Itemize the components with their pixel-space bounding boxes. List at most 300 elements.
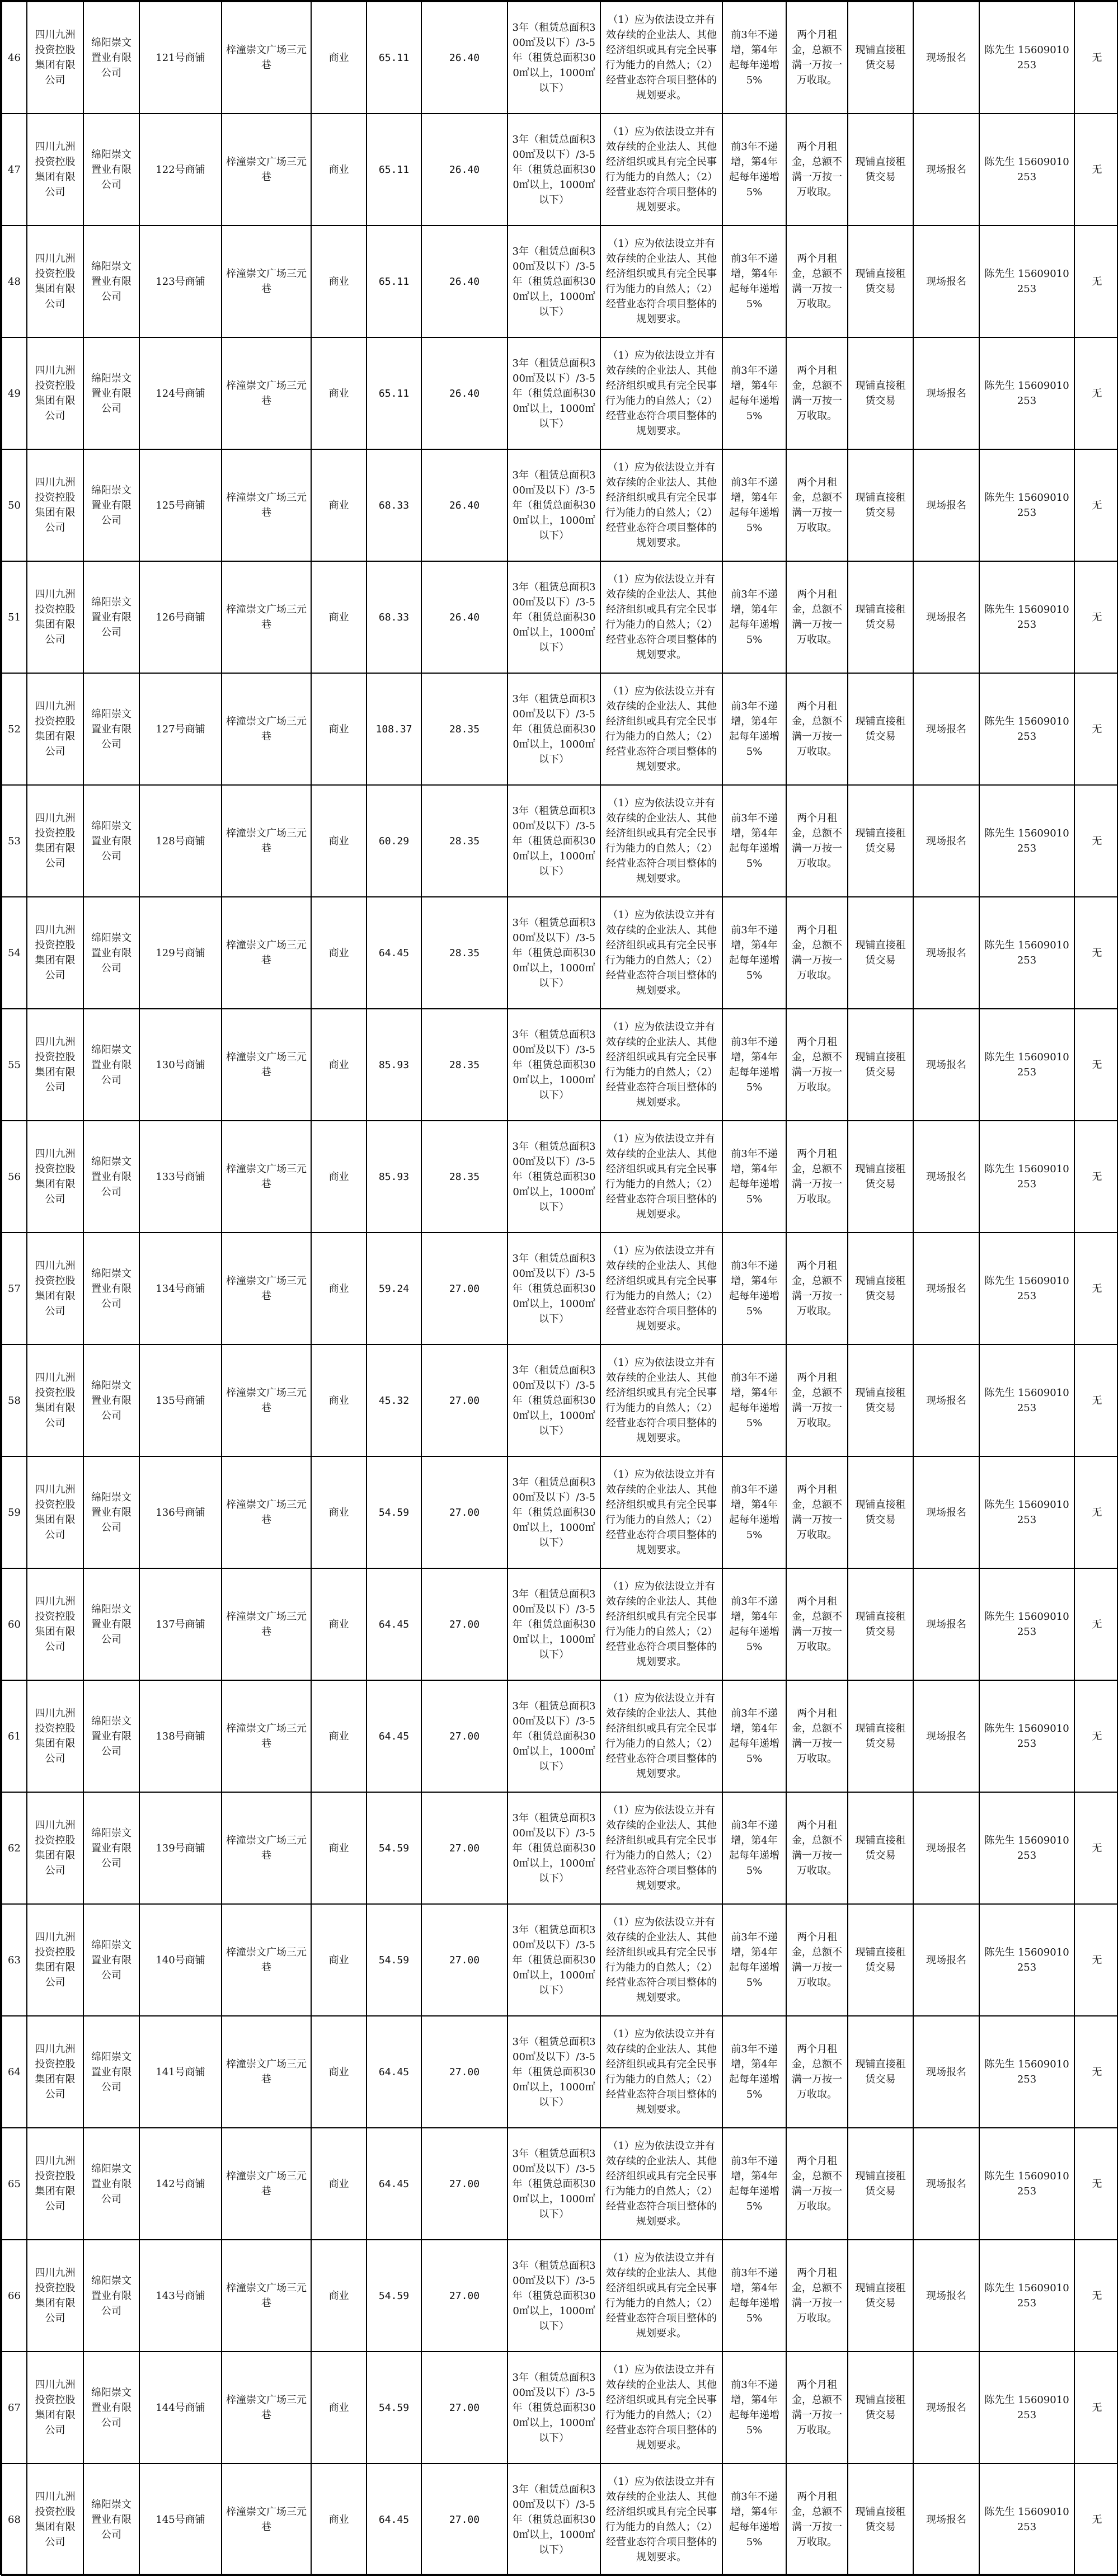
- rent-price: 27.00: [421, 1904, 508, 2016]
- table-row: [2, 2464, 1118, 2575]
- rent-increment: 前3年不递增，第4年起每年递增5%: [722, 561, 786, 673]
- floor-area: 68.33: [367, 449, 421, 561]
- contact-info: 陈先生 15609010253: [979, 2016, 1074, 2128]
- transaction-method: 现铺直接租赁交易: [848, 449, 913, 561]
- remark: 无: [1074, 2352, 1118, 2464]
- row-number: 56: [2, 1121, 27, 1233]
- lessor-company: 绵阳崇文置业有限公司: [83, 897, 139, 1009]
- lease-term: 3年（租赁总面积300㎡及以下）/3-5年（租赁总面积300㎡以上，1000㎡以下）: [508, 1233, 600, 1345]
- shop-location: 梓潼崇文广场三元巷: [222, 2464, 311, 2575]
- transaction-method: 现铺直接租赁交易: [848, 561, 913, 673]
- usage-type: 商业: [311, 1456, 367, 1568]
- tenant-requirement: （1）应为依法设立并有效存续的企业法人、其他经济组织或具有完全民事行为能力的自然人；（2）经营业态符合项目整体的规划要求。: [600, 1680, 722, 1792]
- owner-company: 四川九洲投资控股集团有限公司: [27, 1233, 83, 1345]
- rent-increment: 前3年不递增，第4年起每年递增5%: [722, 1121, 786, 1233]
- rent-increment: 前3年不递增，第4年起每年递增5%: [722, 1233, 786, 1345]
- transaction-method: 现铺直接租赁交易: [848, 114, 913, 225]
- transaction-method: 现铺直接租赁交易: [848, 673, 913, 785]
- rent-price: 26.40: [421, 114, 508, 225]
- shop-unit: 141号商铺: [139, 2016, 222, 2128]
- row-number: 62: [2, 1792, 27, 1904]
- rent-increment: 前3年不递增，第4年起每年递增5%: [722, 2, 786, 114]
- rent-increment: 前3年不递增，第4年起每年递增5%: [722, 1568, 786, 1680]
- owner-company: 四川九洲投资控股集团有限公司: [27, 2, 83, 114]
- registration-method: 现场报名: [913, 1345, 979, 1456]
- deposit-terms: 两个月租金，总额不满一万按一万收取。: [786, 114, 848, 225]
- rent-price: 27.00: [421, 2016, 508, 2128]
- usage-type: 商业: [311, 785, 367, 897]
- shop-location: 梓潼崇文广场三元巷: [222, 2352, 311, 2464]
- table-row: [2, 2352, 1118, 2464]
- registration-method: 现场报名: [913, 2240, 979, 2352]
- lease-term: 3年（租赁总面积300㎡及以下）/3-5年（租赁总面积300㎡以上，1000㎡以下）: [508, 1680, 600, 1792]
- contact-info: 陈先生 15609010253: [979, 2240, 1074, 2352]
- owner-company: 四川九洲投资控股集团有限公司: [27, 2464, 83, 2575]
- deposit-terms: 两个月租金，总额不满一万按一万收取。: [786, 1568, 848, 1680]
- owner-company: 四川九洲投资控股集团有限公司: [27, 1456, 83, 1568]
- deposit-terms: 两个月租金，总额不满一万按一万收取。: [786, 1233, 848, 1345]
- lease-term: 3年（租赁总面积300㎡及以下）/3-5年（租赁总面积300㎡以上，1000㎡以下）: [508, 1568, 600, 1680]
- lease-term: 3年（租赁总面积300㎡及以下）/3-5年（租赁总面积300㎡以上，1000㎡以下）: [508, 1792, 600, 1904]
- tenant-requirement: （1）应为依法设立并有效存续的企业法人、其他经济组织或具有完全民事行为能力的自然人；（2）经营业态符合项目整体的规划要求。: [600, 561, 722, 673]
- table-row: [2, 561, 1118, 673]
- row-number: 63: [2, 1904, 27, 2016]
- deposit-terms: 两个月租金，总额不满一万按一万收取。: [786, 2240, 848, 2352]
- contact-info: 陈先生 15609010253: [979, 1456, 1074, 1568]
- usage-type: 商业: [311, 337, 367, 449]
- transaction-method: 现铺直接租赁交易: [848, 2128, 913, 2240]
- registration-method: 现场报名: [913, 673, 979, 785]
- rent-increment: 前3年不递增，第4年起每年递增5%: [722, 2352, 786, 2464]
- transaction-method: 现铺直接租赁交易: [848, 1904, 913, 2016]
- usage-type: 商业: [311, 897, 367, 1009]
- row-number: 50: [2, 449, 27, 561]
- owner-company: 四川九洲投资控股集团有限公司: [27, 897, 83, 1009]
- registration-method: 现场报名: [913, 1792, 979, 1904]
- transaction-method: 现铺直接租赁交易: [848, 1456, 913, 1568]
- remark: 无: [1074, 1568, 1118, 1680]
- row-number: 49: [2, 337, 27, 449]
- shop-unit: 139号商铺: [139, 1792, 222, 1904]
- lessor-company: 绵阳崇文置业有限公司: [83, 1009, 139, 1121]
- tenant-requirement: （1）应为依法设立并有效存续的企业法人、其他经济组织或具有完全民事行为能力的自然人；（2）经营业态符合项目整体的规划要求。: [600, 785, 722, 897]
- transaction-method: 现铺直接租赁交易: [848, 2464, 913, 2575]
- shop-unit: 124号商铺: [139, 337, 222, 449]
- row-number: 53: [2, 785, 27, 897]
- lease-term: 3年（租赁总面积300㎡及以下）/3-5年（租赁总面积300㎡以上，1000㎡以下）: [508, 673, 600, 785]
- tenant-requirement: （1）应为依法设立并有效存续的企业法人、其他经济组织或具有完全民事行为能力的自然人；（2）经营业态符合项目整体的规划要求。: [600, 1345, 722, 1456]
- transaction-method: 现铺直接租赁交易: [848, 1345, 913, 1456]
- registration-method: 现场报名: [913, 114, 979, 225]
- rent-price: 28.35: [421, 785, 508, 897]
- usage-type: 商业: [311, 1568, 367, 1680]
- transaction-method: 现铺直接租赁交易: [848, 1680, 913, 1792]
- shop-location: 梓潼崇文广场三元巷: [222, 2128, 311, 2240]
- owner-company: 四川九洲投资控股集团有限公司: [27, 673, 83, 785]
- registration-method: 现场报名: [913, 337, 979, 449]
- lease-term: 3年（租赁总面积300㎡及以下）/3-5年（租赁总面积300㎡以上，1000㎡以下）: [508, 225, 600, 337]
- deposit-terms: 两个月租金，总额不满一万按一万收取。: [786, 1009, 848, 1121]
- transaction-method: 现铺直接租赁交易: [848, 2, 913, 114]
- floor-area: 45.32: [367, 1345, 421, 1456]
- deposit-terms: 两个月租金，总额不满一万按一万收取。: [786, 673, 848, 785]
- tenant-requirement: （1）应为依法设立并有效存续的企业法人、其他经济组织或具有完全民事行为能力的自然人；（2）经营业态符合项目整体的规划要求。: [600, 114, 722, 225]
- usage-type: 商业: [311, 1009, 367, 1121]
- contact-info: 陈先生 15609010253: [979, 1121, 1074, 1233]
- shop-unit: 129号商铺: [139, 897, 222, 1009]
- lessor-company: 绵阳崇文置业有限公司: [83, 2352, 139, 2464]
- usage-type: 商业: [311, 225, 367, 337]
- usage-type: 商业: [311, 2464, 367, 2575]
- lessor-company: 绵阳崇文置业有限公司: [83, 1121, 139, 1233]
- registration-method: 现场报名: [913, 1121, 979, 1233]
- lease-term: 3年（租赁总面积300㎡及以下）/3-5年（租赁总面积300㎡以上，1000㎡以下）: [508, 2464, 600, 2575]
- remark: 无: [1074, 114, 1118, 225]
- rent-increment: 前3年不递增，第4年起每年递增5%: [722, 1680, 786, 1792]
- contact-info: 陈先生 15609010253: [979, 337, 1074, 449]
- row-number: 65: [2, 2128, 27, 2240]
- usage-type: 商业: [311, 114, 367, 225]
- shop-location: 梓潼崇文广场三元巷: [222, 785, 311, 897]
- shop-unit: 143号商铺: [139, 2240, 222, 2352]
- shop-unit: 121号商铺: [139, 2, 222, 114]
- table-row: [2, 2240, 1118, 2352]
- rent-price: 28.35: [421, 897, 508, 1009]
- rent-increment: 前3年不递增，第4年起每年递增5%: [722, 449, 786, 561]
- shop-location: 梓潼崇文广场三元巷: [222, 673, 311, 785]
- registration-method: 现场报名: [913, 1568, 979, 1680]
- contact-info: 陈先生 15609010253: [979, 1345, 1074, 1456]
- shop-unit: 136号商铺: [139, 1456, 222, 1568]
- registration-method: 现场报名: [913, 2352, 979, 2464]
- transaction-method: 现铺直接租赁交易: [848, 897, 913, 1009]
- floor-area: 65.11: [367, 225, 421, 337]
- rent-price: 27.00: [421, 2352, 508, 2464]
- table-row: [2, 1904, 1118, 2016]
- contact-info: 陈先生 15609010253: [979, 225, 1074, 337]
- registration-method: 现场报名: [913, 449, 979, 561]
- rent-price: 26.40: [421, 225, 508, 337]
- rent-price: 27.00: [421, 2128, 508, 2240]
- rent-increment: 前3年不递增，第4年起每年递增5%: [722, 1009, 786, 1121]
- registration-method: 现场报名: [913, 897, 979, 1009]
- transaction-method: 现铺直接租赁交易: [848, 785, 913, 897]
- registration-method: 现场报名: [913, 2, 979, 114]
- registration-method: 现场报名: [913, 225, 979, 337]
- floor-area: 64.45: [367, 2128, 421, 2240]
- registration-method: 现场报名: [913, 561, 979, 673]
- deposit-terms: 两个月租金，总额不满一万按一万收取。: [786, 1345, 848, 1456]
- lease-term: 3年（租赁总面积300㎡及以下）/3-5年（租赁总面积300㎡以上，1000㎡以下）: [508, 114, 600, 225]
- row-number: 46: [2, 2, 27, 114]
- tenant-requirement: （1）应为依法设立并有效存续的企业法人、其他经济组织或具有完全民事行为能力的自然人；（2）经营业态符合项目整体的规划要求。: [600, 2240, 722, 2352]
- tenant-requirement: （1）应为依法设立并有效存续的企业法人、其他经济组织或具有完全民事行为能力的自然人；（2）经营业态符合项目整体的规划要求。: [600, 1568, 722, 1680]
- lessor-company: 绵阳崇文置业有限公司: [83, 1456, 139, 1568]
- row-number: 52: [2, 673, 27, 785]
- lessor-company: 绵阳崇文置业有限公司: [83, 2128, 139, 2240]
- floor-area: 59.24: [367, 1233, 421, 1345]
- transaction-method: 现铺直接租赁交易: [848, 1792, 913, 1904]
- registration-method: 现场报名: [913, 1233, 979, 1345]
- lessor-company: 绵阳崇文置业有限公司: [83, 673, 139, 785]
- rent-price: 27.00: [421, 2464, 508, 2575]
- deposit-terms: 两个月租金，总额不满一万按一万收取。: [786, 2016, 848, 2128]
- remark: 无: [1074, 337, 1118, 449]
- remark: 无: [1074, 1121, 1118, 1233]
- deposit-terms: 两个月租金，总额不满一万按一万收取。: [786, 1456, 848, 1568]
- lease-term: 3年（租赁总面积300㎡及以下）/3-5年（租赁总面积300㎡以上，1000㎡以下）: [508, 561, 600, 673]
- shop-unit: 130号商铺: [139, 1009, 222, 1121]
- tenant-requirement: （1）应为依法设立并有效存续的企业法人、其他经济组织或具有完全民事行为能力的自然人；（2）经营业态符合项目整体的规划要求。: [600, 1904, 722, 2016]
- rent-price: 27.00: [421, 1233, 508, 1345]
- usage-type: 商业: [311, 1792, 367, 1904]
- rent-increment: 前3年不递增，第4年起每年递增5%: [722, 673, 786, 785]
- contact-info: 陈先生 15609010253: [979, 2352, 1074, 2464]
- deposit-terms: 两个月租金，总额不满一万按一万收取。: [786, 1792, 848, 1904]
- floor-area: 54.59: [367, 2240, 421, 2352]
- owner-company: 四川九洲投资控股集团有限公司: [27, 2016, 83, 2128]
- owner-company: 四川九洲投资控股集团有限公司: [27, 1680, 83, 1792]
- lessor-company: 绵阳崇文置业有限公司: [83, 2016, 139, 2128]
- transaction-method: 现铺直接租赁交易: [848, 1121, 913, 1233]
- table-row: [2, 2128, 1118, 2240]
- row-number: 48: [2, 225, 27, 337]
- tenant-requirement: （1）应为依法设立并有效存续的企业法人、其他经济组织或具有完全民事行为能力的自然人；（2）经营业态符合项目整体的规划要求。: [600, 1456, 722, 1568]
- contact-info: 陈先生 15609010253: [979, 1233, 1074, 1345]
- table-row: [2, 897, 1118, 1009]
- shop-location: 梓潼崇文广场三元巷: [222, 561, 311, 673]
- contact-info: 陈先生 15609010253: [979, 561, 1074, 673]
- deposit-terms: 两个月租金，总额不满一万按一万收取。: [786, 1121, 848, 1233]
- remark: 无: [1074, 2240, 1118, 2352]
- registration-method: 现场报名: [913, 2128, 979, 2240]
- shop-location: 梓潼崇文广场三元巷: [222, 2240, 311, 2352]
- contact-info: 陈先生 15609010253: [979, 1792, 1074, 1904]
- tenant-requirement: （1）应为依法设立并有效存续的企业法人、其他经济组织或具有完全民事行为能力的自然人；（2）经营业态符合项目整体的规划要求。: [600, 1792, 722, 1904]
- shop-unit: 144号商铺: [139, 2352, 222, 2464]
- lessor-company: 绵阳崇文置业有限公司: [83, 2, 139, 114]
- remark: 无: [1074, 1233, 1118, 1345]
- remark: 无: [1074, 1456, 1118, 1568]
- shop-unit: 138号商铺: [139, 1680, 222, 1792]
- lessor-company: 绵阳崇文置业有限公司: [83, 785, 139, 897]
- registration-method: 现场报名: [913, 1009, 979, 1121]
- contact-info: 陈先生 15609010253: [979, 897, 1074, 1009]
- row-number: 57: [2, 1233, 27, 1345]
- remark: 无: [1074, 2, 1118, 114]
- owner-company: 四川九洲投资控股集团有限公司: [27, 1792, 83, 1904]
- tenant-requirement: （1）应为依法设立并有效存续的企业法人、其他经济组织或具有完全民事行为能力的自然人；（2）经营业态符合项目整体的规划要求。: [600, 449, 722, 561]
- deposit-terms: 两个月租金，总额不满一万按一万收取。: [786, 2464, 848, 2575]
- owner-company: 四川九洲投资控股集团有限公司: [27, 785, 83, 897]
- floor-area: 64.45: [367, 1680, 421, 1792]
- rent-price: 28.35: [421, 1121, 508, 1233]
- lease-term: 3年（租赁总面积300㎡及以下）/3-5年（租赁总面积300㎡以上，1000㎡以下）: [508, 897, 600, 1009]
- tenant-requirement: （1）应为依法设立并有效存续的企业法人、其他经济组织或具有完全民事行为能力的自然人；（2）经营业态符合项目整体的规划要求。: [600, 225, 722, 337]
- owner-company: 四川九洲投资控股集团有限公司: [27, 449, 83, 561]
- usage-type: 商业: [311, 2352, 367, 2464]
- registration-method: 现场报名: [913, 1904, 979, 2016]
- lease-term: 3年（租赁总面积300㎡及以下）/3-5年（租赁总面积300㎡以上，1000㎡以下）: [508, 2352, 600, 2464]
- table-row: [2, 114, 1118, 225]
- rent-increment: 前3年不递增，第4年起每年递增5%: [722, 114, 786, 225]
- floor-area: 65.11: [367, 337, 421, 449]
- row-number: 64: [2, 2016, 27, 2128]
- rent-increment: 前3年不递增，第4年起每年递增5%: [722, 2016, 786, 2128]
- transaction-method: 现铺直接租赁交易: [848, 337, 913, 449]
- registration-method: 现场报名: [913, 1680, 979, 1792]
- table-row: [2, 449, 1118, 561]
- tenant-requirement: （1）应为依法设立并有效存续的企业法人、其他经济组织或具有完全民事行为能力的自然人；（2）经营业态符合项目整体的规划要求。: [600, 2352, 722, 2464]
- tenant-requirement: （1）应为依法设立并有效存续的企业法人、其他经济组织或具有完全民事行为能力的自然人；（2）经营业态符合项目整体的规划要求。: [600, 2016, 722, 2128]
- table-row: [2, 785, 1118, 897]
- rent-increment: 前3年不递增，第4年起每年递增5%: [722, 785, 786, 897]
- lease-term: 3年（租赁总面积300㎡及以下）/3-5年（租赁总面积300㎡以上，1000㎡以下）: [508, 1456, 600, 1568]
- shop-location: 梓潼崇文广场三元巷: [222, 337, 311, 449]
- floor-area: 64.45: [367, 2016, 421, 2128]
- rent-price: 26.40: [421, 449, 508, 561]
- lease-term: 3年（租赁总面积300㎡及以下）/3-5年（租赁总面积300㎡以上，1000㎡以下）: [508, 1345, 600, 1456]
- lessor-company: 绵阳崇文置业有限公司: [83, 2464, 139, 2575]
- owner-company: 四川九洲投资控股集团有限公司: [27, 2128, 83, 2240]
- remark: 无: [1074, 2016, 1118, 2128]
- shop-location: 梓潼崇文广场三元巷: [222, 114, 311, 225]
- owner-company: 四川九洲投资控股集团有限公司: [27, 561, 83, 673]
- shop-location: 梓潼崇文广场三元巷: [222, 1904, 311, 2016]
- registration-method: 现场报名: [913, 2464, 979, 2575]
- rent-price: 26.40: [421, 337, 508, 449]
- usage-type: 商业: [311, 2016, 367, 2128]
- shop-location: 梓潼崇文广场三元巷: [222, 449, 311, 561]
- deposit-terms: 两个月租金，总额不满一万按一万收取。: [786, 1680, 848, 1792]
- rent-price: 26.40: [421, 2, 508, 114]
- floor-area: 64.45: [367, 1568, 421, 1680]
- shop-location: 梓潼崇文广场三元巷: [222, 1568, 311, 1680]
- rent-increment: 前3年不递增，第4年起每年递增5%: [722, 2128, 786, 2240]
- table-row: [2, 1009, 1118, 1121]
- deposit-terms: 两个月租金，总额不满一万按一万收取。: [786, 449, 848, 561]
- table-row: [2, 1345, 1118, 1456]
- shop-unit: 145号商铺: [139, 2464, 222, 2575]
- shop-unit: 137号商铺: [139, 1568, 222, 1680]
- deposit-terms: 两个月租金，总额不满一万按一万收取。: [786, 561, 848, 673]
- table-row: [2, 1121, 1118, 1233]
- contact-info: 陈先生 15609010253: [979, 1568, 1074, 1680]
- shop-location: 梓潼崇文广场三元巷: [222, 1456, 311, 1568]
- rent-increment: 前3年不递增，第4年起每年递增5%: [722, 1792, 786, 1904]
- shop-unit: 133号商铺: [139, 1121, 222, 1233]
- shop-unit: 140号商铺: [139, 1904, 222, 2016]
- usage-type: 商业: [311, 1121, 367, 1233]
- shop-unit: 142号商铺: [139, 2128, 222, 2240]
- deposit-terms: 两个月租金，总额不满一万按一万收取。: [786, 2128, 848, 2240]
- rent-increment: 前3年不递增，第4年起每年递增5%: [722, 225, 786, 337]
- tenant-requirement: （1）应为依法设立并有效存续的企业法人、其他经济组织或具有完全民事行为能力的自然人；（2）经营业态符合项目整体的规划要求。: [600, 2, 722, 114]
- remark: 无: [1074, 1680, 1118, 1792]
- shop-location: 梓潼崇文广场三元巷: [222, 2, 311, 114]
- table-row: [2, 1456, 1118, 1568]
- deposit-terms: 两个月租金，总额不满一万按一万收取。: [786, 225, 848, 337]
- transaction-method: 现铺直接租赁交易: [848, 2352, 913, 2464]
- lessor-company: 绵阳崇文置业有限公司: [83, 337, 139, 449]
- row-number: 51: [2, 561, 27, 673]
- deposit-terms: 两个月租金，总额不满一万按一万收取。: [786, 785, 848, 897]
- floor-area: 54.59: [367, 1904, 421, 2016]
- shop-unit: 122号商铺: [139, 114, 222, 225]
- floor-area: 65.11: [367, 114, 421, 225]
- floor-area: 68.33: [367, 561, 421, 673]
- contact-info: 陈先生 15609010253: [979, 673, 1074, 785]
- remark: 无: [1074, 785, 1118, 897]
- tenant-requirement: （1）应为依法设立并有效存续的企业法人、其他经济组织或具有完全民事行为能力的自然人；（2）经营业态符合项目整体的规划要求。: [600, 337, 722, 449]
- usage-type: 商业: [311, 1680, 367, 1792]
- usage-type: 商业: [311, 2128, 367, 2240]
- owner-company: 四川九洲投资控股集团有限公司: [27, 337, 83, 449]
- shop-unit: 126号商铺: [139, 561, 222, 673]
- floor-area: 85.93: [367, 1009, 421, 1121]
- row-number: 68: [2, 2464, 27, 2575]
- owner-company: 四川九洲投资控股集团有限公司: [27, 114, 83, 225]
- tenant-requirement: （1）应为依法设立并有效存续的企业法人、其他经济组织或具有完全民事行为能力的自然人；（2）经营业态符合项目整体的规划要求。: [600, 673, 722, 785]
- shop-listing-table: [1, 1, 1118, 2576]
- table-row: [2, 673, 1118, 785]
- shop-location: 梓潼崇文广场三元巷: [222, 1233, 311, 1345]
- registration-method: 现场报名: [913, 1456, 979, 1568]
- deposit-terms: 两个月租金，总额不满一万按一万收取。: [786, 2352, 848, 2464]
- remark: 无: [1074, 1904, 1118, 2016]
- rent-increment: 前3年不递增，第4年起每年递增5%: [722, 2240, 786, 2352]
- remark: 无: [1074, 2464, 1118, 2575]
- rent-increment: 前3年不递增，第4年起每年递增5%: [722, 1904, 786, 2016]
- registration-method: 现场报名: [913, 785, 979, 897]
- table-row: [2, 1233, 1118, 1345]
- rent-increment: 前3年不递增，第4年起每年递增5%: [722, 1345, 786, 1456]
- remark: 无: [1074, 561, 1118, 673]
- tenant-requirement: （1）应为依法设立并有效存续的企业法人、其他经济组织或具有完全民事行为能力的自然人；（2）经营业态符合项目整体的规划要求。: [600, 1233, 722, 1345]
- usage-type: 商业: [311, 1904, 367, 2016]
- transaction-method: 现铺直接租赁交易: [848, 225, 913, 337]
- lease-term: 3年（租赁总面积300㎡及以下）/3-5年（租赁总面积300㎡以上，1000㎡以下）: [508, 2128, 600, 2240]
- deposit-terms: 两个月租金，总额不满一万按一万收取。: [786, 337, 848, 449]
- rent-price: 28.35: [421, 1009, 508, 1121]
- lessor-company: 绵阳崇文置业有限公司: [83, 561, 139, 673]
- transaction-method: 现铺直接租赁交易: [848, 2240, 913, 2352]
- contact-info: 陈先生 15609010253: [979, 785, 1074, 897]
- tenant-requirement: （1）应为依法设立并有效存续的企业法人、其他经济组织或具有完全民事行为能力的自然人；（2）经营业态符合项目整体的规划要求。: [600, 1121, 722, 1233]
- owner-company: 四川九洲投资控股集团有限公司: [27, 1568, 83, 1680]
- remark: 无: [1074, 1792, 1118, 1904]
- floor-area: 85.93: [367, 1121, 421, 1233]
- contact-info: 陈先生 15609010253: [979, 2464, 1074, 2575]
- shop-location: 梓潼崇文广场三元巷: [222, 1009, 311, 1121]
- shop-unit: 134号商铺: [139, 1233, 222, 1345]
- lessor-company: 绵阳崇文置业有限公司: [83, 114, 139, 225]
- owner-company: 四川九洲投资控股集团有限公司: [27, 2240, 83, 2352]
- transaction-method: 现铺直接租赁交易: [848, 1568, 913, 1680]
- floor-area: 108.37: [367, 673, 421, 785]
- floor-area: 54.59: [367, 1456, 421, 1568]
- shop-location: 梓潼崇文广场三元巷: [222, 897, 311, 1009]
- floor-area: 60.29: [367, 785, 421, 897]
- usage-type: 商业: [311, 2, 367, 114]
- shop-location: 梓潼崇文广场三元巷: [222, 1121, 311, 1233]
- lease-term: 3年（租赁总面积300㎡及以下）/3-5年（租赁总面积300㎡以上，1000㎡以下）: [508, 449, 600, 561]
- contact-info: 陈先生 15609010253: [979, 114, 1074, 225]
- lessor-company: 绵阳崇文置业有限公司: [83, 1568, 139, 1680]
- remark: 无: [1074, 449, 1118, 561]
- remark: 无: [1074, 2128, 1118, 2240]
- lessor-company: 绵阳崇文置业有限公司: [83, 1345, 139, 1456]
